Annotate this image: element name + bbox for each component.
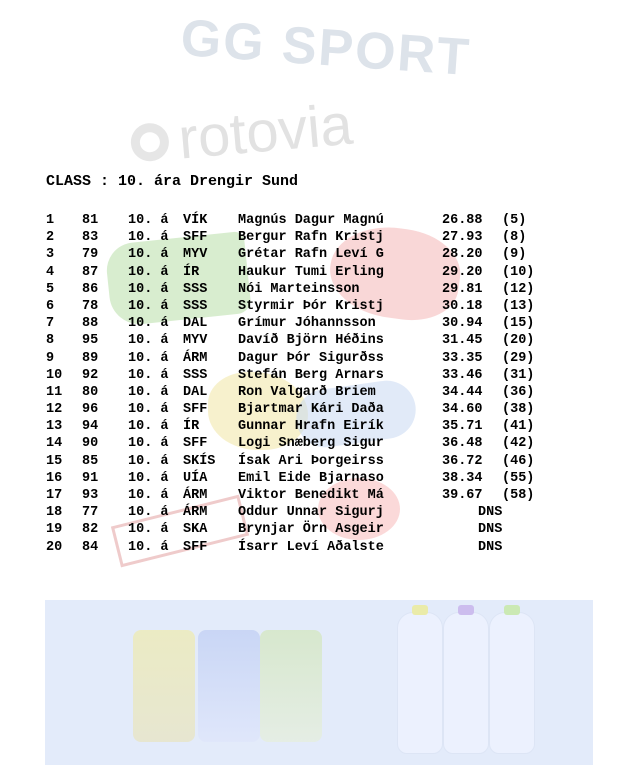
rank: 5 [46, 281, 55, 297]
bib-number: 82 [82, 522, 99, 538]
rank: 19 [46, 522, 63, 538]
athlete-name: Oddur Unnar Sigurj [238, 505, 384, 521]
athlete-name: Bjartmar Kári Daða [238, 402, 384, 418]
water-bottle-image [489, 612, 535, 754]
athlete-name: Ron Valgarð Briem [238, 384, 376, 400]
athlete-name: Styrmir Þór Kristj [238, 298, 384, 314]
athlete-name: Davíð Björn Héðins [238, 333, 384, 349]
athlete-name: Grétar Rafn Leví G [238, 247, 384, 263]
club: SFF [183, 402, 208, 418]
sponsor-logo-green [104, 231, 252, 327]
bib-number: 77 [82, 505, 99, 521]
result-time: 29.81 [442, 281, 483, 297]
result-time: 35.71 [442, 419, 483, 435]
result-status: DNS [478, 505, 503, 521]
age-group: 10. á [128, 247, 169, 263]
bib-number: 88 [82, 316, 99, 332]
age-group: 10. á [128, 264, 169, 280]
result-time: 34.44 [442, 384, 483, 400]
bib-number: 81 [82, 213, 99, 228]
athlete-name: Ísak Ari Þorgeirss [238, 453, 384, 469]
class-header: CLASS : 10. ára Drengir Sund [46, 173, 299, 190]
bib-number: 93 [82, 488, 99, 503]
bib-number: 87 [82, 264, 99, 280]
age-group: 10. á [128, 539, 169, 555]
athlete-name: Gunnar Hrafn Eirík [238, 419, 384, 435]
result-time: 26.88 [442, 213, 483, 228]
drink-can-image [260, 630, 322, 742]
bib-number: 84 [82, 539, 99, 555]
result-points: (12) [502, 281, 535, 297]
athlete-name: Viktor Benedikt Má [238, 488, 384, 503]
club: SFF [183, 230, 208, 246]
age-group: 10. á [128, 384, 169, 400]
result-time: 39.67 [442, 488, 483, 503]
club: SKA [183, 522, 208, 538]
bib-number: 91 [82, 470, 99, 486]
result-time: 33.46 [442, 367, 483, 383]
athlete-name: Emil Eide Bjarnaso [238, 470, 384, 486]
result-points: (13) [502, 298, 535, 314]
age-group: 10. á [128, 298, 169, 314]
athlete-name: Magnús Dagur Magnú [238, 213, 384, 228]
rank: 4 [46, 264, 55, 280]
club: SFF [183, 436, 208, 452]
age-group: 10. á [128, 281, 169, 297]
result-points: (29) [502, 350, 535, 366]
result-time: 36.72 [442, 453, 483, 469]
club: SSS [183, 367, 208, 383]
result-points: (46) [502, 453, 535, 469]
bib-number: 94 [82, 419, 99, 435]
result-time: 27.93 [442, 230, 483, 246]
rank: 1 [46, 213, 55, 228]
bib-number: 79 [82, 247, 99, 263]
age-group: 10. á [128, 333, 169, 349]
club: ÍR [183, 264, 200, 280]
rank: 16 [46, 470, 63, 486]
age-group: 10. á [128, 453, 169, 469]
result-points: (31) [502, 367, 535, 383]
club: ÁRM [183, 350, 208, 366]
club: ÍR [183, 419, 200, 435]
athlete-name: Stefán Berg Arnars [238, 367, 384, 383]
club: MYV [183, 247, 208, 263]
rank: 3 [46, 247, 55, 263]
drink-can-image [198, 630, 260, 742]
result-time: 38.34 [442, 470, 483, 486]
result-time: 31.45 [442, 333, 483, 349]
result-time: 28.20 [442, 247, 483, 263]
bib-number: 92 [82, 367, 99, 383]
rotovia-logo-text: rotovia [175, 91, 356, 172]
result-time: 34.60 [442, 402, 483, 418]
rank: 20 [46, 539, 63, 555]
club: SKÍS [183, 453, 216, 469]
result-time: 36.48 [442, 436, 483, 452]
bib-number: 89 [82, 350, 99, 366]
rank: 15 [46, 453, 63, 469]
club: DAL [183, 316, 208, 332]
bib-number: 83 [82, 230, 99, 246]
result-points: (5) [502, 213, 527, 228]
age-group: 10. á [128, 470, 169, 486]
rank: 8 [46, 333, 55, 349]
age-group: 10. á [128, 436, 169, 452]
club: SSS [183, 281, 208, 297]
result-points: (38) [502, 402, 535, 418]
result-points: (42) [502, 436, 535, 452]
result-status: DNS [478, 522, 503, 538]
result-points: (10) [502, 264, 535, 280]
athlete-name: Ísarr Leví Aðalste [238, 539, 384, 555]
club: SFF [183, 539, 208, 555]
club: ÁRM [183, 505, 208, 521]
gg-sport-watermark [179, 8, 473, 88]
rank: 9 [46, 350, 55, 366]
water-bottle-image [443, 612, 489, 754]
bib-number: 96 [82, 402, 99, 418]
rank: 14 [46, 436, 63, 452]
age-group: 10. á [128, 316, 169, 332]
rotovia-watermark [128, 91, 355, 177]
rank: 10 [46, 367, 63, 383]
athlete-name: Bergur Rafn Kristj [238, 230, 384, 246]
age-group: 10. á [128, 505, 169, 521]
result-time: 30.18 [442, 298, 483, 314]
rotovia-logo-icon [129, 122, 170, 163]
water-bottle-image [397, 612, 443, 754]
result-points: (20) [502, 333, 535, 349]
result-points: (15) [502, 316, 535, 332]
athlete-name: Brynjar Örn Asgeir [238, 522, 384, 538]
age-group: 10. á [128, 350, 169, 366]
result-points: (9) [502, 247, 527, 263]
result-status: DNS [478, 539, 503, 555]
bib-number: 86 [82, 281, 99, 297]
bib-number: 95 [82, 333, 99, 349]
club: UÍA [183, 470, 208, 486]
club: ÁRM [183, 488, 208, 503]
athlete-name: Logi Snæberg Sigur [238, 436, 384, 452]
club: SSS [183, 298, 208, 314]
age-group: 10. á [128, 402, 169, 418]
result-points: (58) [502, 488, 535, 503]
sponsor-banner [45, 600, 593, 765]
bib-number: 80 [82, 384, 99, 400]
bib-number: 90 [82, 436, 99, 452]
age-group: 10. á [128, 522, 169, 538]
result-points: (8) [502, 230, 527, 246]
rank: 18 [46, 505, 63, 521]
rank: 17 [46, 488, 63, 503]
age-group: 10. á [128, 488, 169, 503]
bib-number: 85 [82, 453, 99, 469]
rank: 11 [46, 384, 63, 400]
result-time: 29.20 [442, 264, 483, 280]
age-group: 10. á [128, 367, 169, 383]
result-points: (36) [502, 384, 535, 400]
gg-sport-logo: GG SPORT [178, 8, 473, 88]
athlete-name: Haukur Tumi Erling [238, 264, 384, 280]
result-points: (55) [502, 470, 535, 486]
rank: 13 [46, 419, 63, 435]
rank: 7 [46, 316, 55, 332]
club: VÍK [183, 213, 208, 228]
result-time: 30.94 [442, 316, 483, 332]
age-group: 10. á [128, 230, 169, 246]
result-time: 33.35 [442, 350, 483, 366]
rank: 6 [46, 298, 55, 314]
rank: 12 [46, 402, 63, 418]
bib-number: 78 [82, 298, 99, 314]
rank: 2 [46, 230, 55, 246]
athlete-name: Nói Marteinsson [238, 281, 360, 297]
result-points: (41) [502, 419, 535, 435]
drink-can-image [133, 630, 195, 742]
athlete-name: Grímur Jóhannsson [238, 316, 376, 332]
athlete-name: Dagur Þór Sigurðss [238, 350, 384, 366]
age-group: 10. á [128, 419, 169, 435]
club: DAL [183, 384, 208, 400]
club: MYV [183, 333, 208, 349]
age-group: 10. á [128, 213, 169, 228]
